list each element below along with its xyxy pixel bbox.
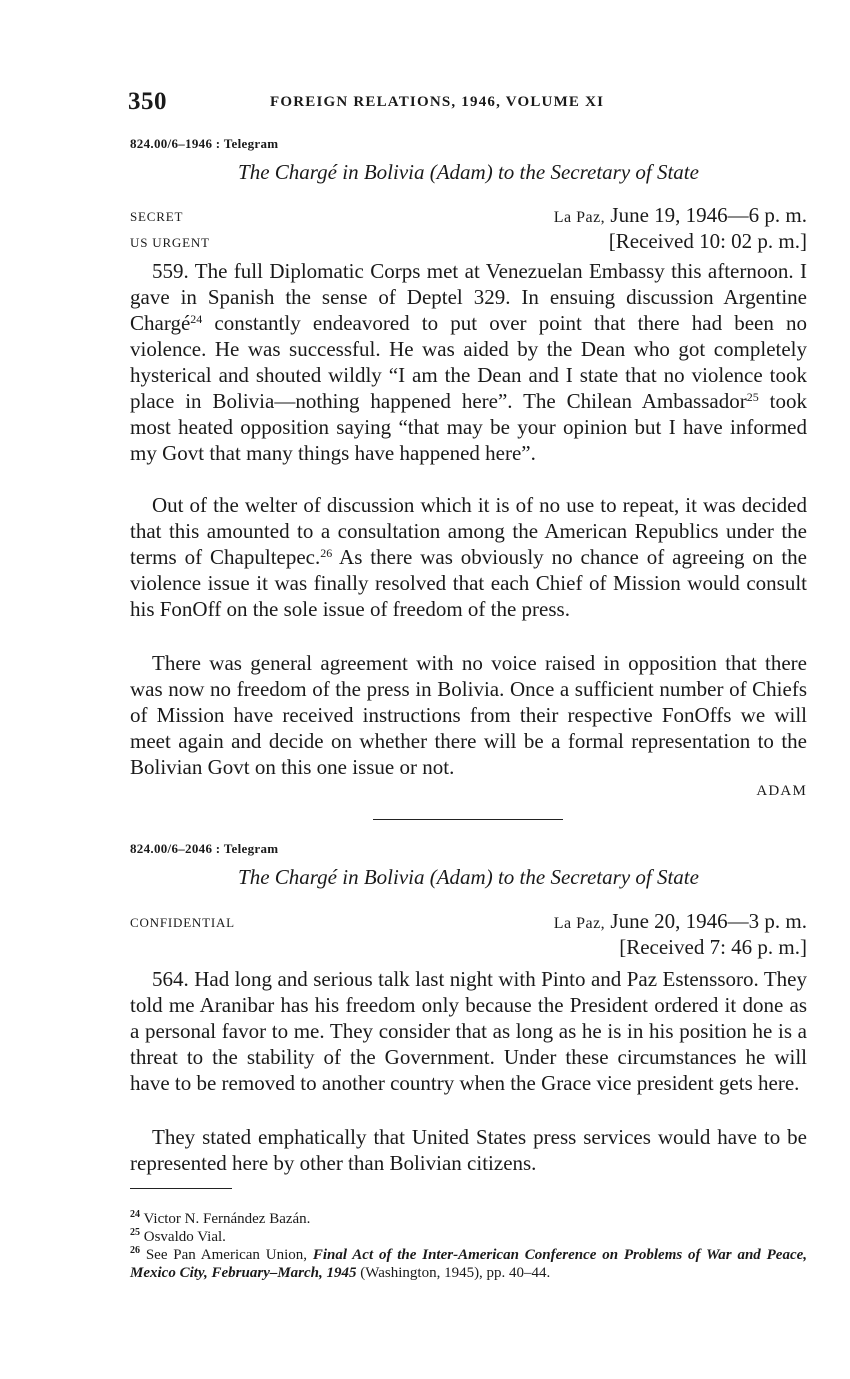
doc1-dateline: [554, 203, 807, 228]
footnote-rule: [130, 1188, 232, 1189]
doc2-paragraph-1: 564. Had long and serious talk last night with Pinto and Paz Estenssoro. They told me Aranibar has his freedom only because the President ordered it done as a personal favor to me. They consider that as long as he is in his position he is a threat to the stability of the Government. Under these circumstances he will have to be removed to another country when the Grace vice president gets here.: [130, 967, 807, 1095]
doc2-dateline-date: June 20, 1946—3 p. m.: [610, 909, 807, 933]
doc1-para2-text-b: As there was obviously no chance of agreeing on the violence issue it was finally resolved that each Chief of Mission would consult his FonOff on the sole issue of freedom of the press.: [130, 545, 808, 621]
footnote-ref-25: 25: [746, 390, 759, 404]
footnote-ref-26: 26: [320, 546, 333, 560]
doc1-dateline-place: La Paz,: [553, 209, 606, 226]
footnote-ref-24: 24: [190, 312, 203, 326]
doc1-classification-urgent: US URGENT: [130, 235, 210, 250]
doc1-paragraph-3: There was general agreement with no voice raised in opposition that there was now no freedom of the press in Bolivia. Once a sufficient number of Chiefs of Mission have received instructions from their respective FonOffs we will meet again and decide on whether there will be a formal representation to the Bolivian Govt on this one issue or not.: [130, 651, 807, 779]
footnote-text: Victor N. Fernández Bazán.: [143, 1211, 311, 1227]
doc2-paragraph-2: They stated emphatically that United States press services would have to be represented here by other than Bolivian citizens.: [130, 1125, 807, 1175]
doc1-dateline-date: June 19, 1946—6 p. m.: [610, 203, 807, 227]
doc1-paragraph-1: [130, 258, 807, 466]
doc1-para1-text-a: 559. The full Diplomatic Corps met at Venezuelan Embassy this afternoon. I gave in Spanish the sense of Deptel 329. In ensuing discussion Argentine Chargé: [130, 259, 807, 335]
footnote-marker: 24: [130, 1209, 140, 1220]
doc1-paragraph-2: [130, 492, 807, 622]
footnote-text-b: (Washington, 1945), pp. 40–44.: [356, 1265, 551, 1281]
doc1-classification-secret: SECRET: [130, 209, 184, 224]
doc2-classification: CONFIDENTIAL: [130, 915, 235, 930]
doc2-received: [Received 7: 46 p. m.]: [619, 935, 807, 959]
doc1-signature: ADAM: [756, 783, 807, 799]
doc2-file-number: 824.00/6–2046 : Telegram: [130, 841, 279, 856]
doc1-title: The Chargé in Bolivia (Adam) to the Secretary of State: [238, 160, 699, 184]
doc1-para2-text-a: Out of the welter of discussion which it is of no use to repeat, it was decided that this amounted to a consultation among the American Republics under the terms of Chapultepec.: [130, 493, 807, 569]
footnote-26: [130, 1242, 807, 1282]
footnote-text: Osvaldo Vial.: [143, 1229, 226, 1245]
doc1-file-number: 824.00/6–1946 : Telegram: [130, 136, 279, 151]
running-head: FOREIGN RELATIONS, 1946, VOLUME XI: [270, 94, 605, 110]
page-header: [130, 88, 807, 118]
doc1-para1-text-b: constantly endeavored to put over point that there had been no violence. He was successful. He was aided by the Dean who got completely hysterical and shouted wildly “I am the Dean and I state that no violence took place in Bolivia—nothing happened here”. The Chilean Ambassador: [130, 311, 807, 413]
footnote-text-italic: Final Act of the Inter-American Conference on Problems of War and Peace, Mexico City, February–March, 1945: [130, 1247, 808, 1281]
doc1-para1-text-c: took most heated opposition saying “that may be your opinion but I have informed my Govt that many things have happened here”.: [130, 389, 807, 465]
footnote-marker: 25: [130, 1227, 140, 1238]
doc2-title: The Chargé in Bolivia (Adam) to the Secretary of State: [238, 865, 699, 889]
doc1-received: [Received 10: 02 p. m.]: [608, 229, 807, 253]
section-divider: [373, 819, 563, 820]
footnote-marker: 26: [130, 1245, 140, 1256]
page-number: 350: [128, 88, 167, 115]
doc2-dateline: [554, 909, 807, 934]
doc2-dateline-place: La Paz,: [553, 915, 606, 932]
footnote-text-a: See Pan American Union,: [145, 1247, 313, 1263]
